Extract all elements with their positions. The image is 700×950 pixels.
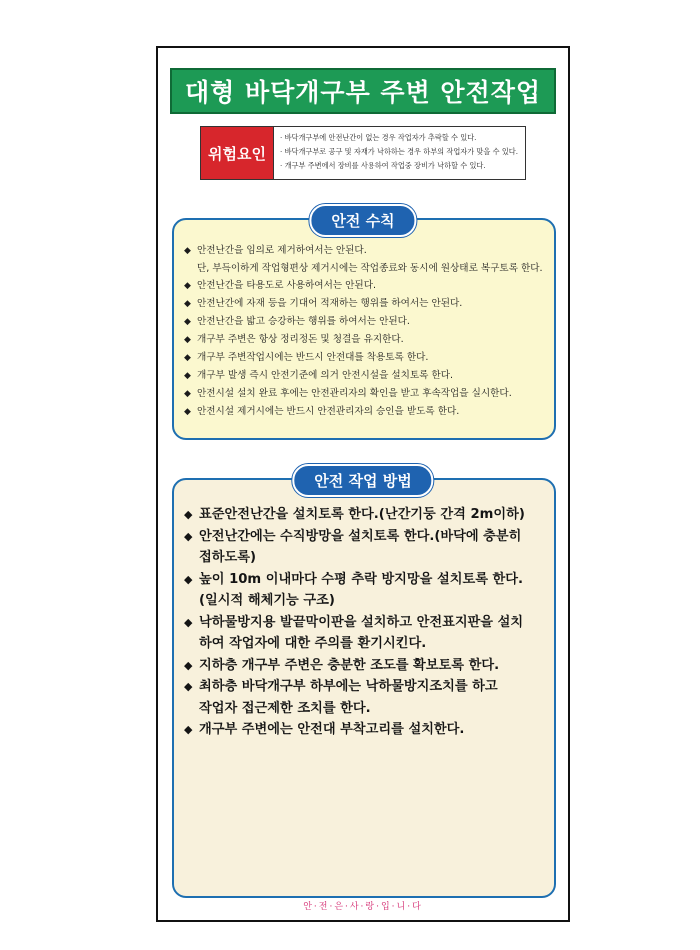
method-item: ◆ 높이 10m 이내마다 수평 추락 방지망을 설치토록 한다.	[184, 569, 546, 591]
method-item-continuation: 하여 작업자에 대한 주의를 환기시킨다.	[199, 636, 427, 651]
hazard-box	[200, 126, 526, 180]
rule-item-continuation: 단, 부득이하게 작업형편상 제거시에는 작업종료와 동시에 원상태로 복구토록 한다.	[197, 263, 543, 274]
diamond-bullet-icon: ◆	[184, 658, 193, 672]
diamond-bullet-icon: ◆	[184, 508, 193, 521]
diamond-bullet-icon: ◆	[184, 299, 191, 309]
hazard-item: · 개구부 주변에서 장비를 사용하여 작업중 장비가 낙하할 수 있다.	[280, 161, 486, 170]
diamond-bullet-icon: ◆	[184, 335, 191, 345]
method-item: ◆ 안전난간에는 수직방망을 설치토록 한다.(바닥에 충분히	[184, 526, 546, 548]
rule-item: ◆ 안전난간을 타용도로 사용하여서는 안된다.	[184, 277, 546, 295]
safe-work-methods-panel	[172, 478, 556, 898]
method-item-continuation: (일시적 해체기능 구조)	[199, 593, 335, 608]
safety-rules-panel	[172, 218, 556, 440]
poster-title: 대형 바닥개구부 주변 안전작업	[170, 68, 556, 114]
method-item: ◆ 낙하물방지용 발끝막이판을 설치하고 안전표지판을 설치	[184, 612, 546, 634]
hazard-item: · 바닥개구부에 안전난간이 없는 경우 작업자가 추락할 수 있다.	[280, 133, 477, 142]
diamond-bullet-icon: ◆	[184, 317, 191, 327]
rule-item: ◆ 안전난간을 밟고 승강하는 행위를 하여서는 안된다.	[184, 313, 546, 331]
method-item-continuation: 작업자 접근제한 조치를 한다.	[199, 700, 371, 716]
rule-item: ◆ 안전시설 제거시에는 반드시 안전관리자의 승인을 받도록 한다.	[184, 403, 546, 421]
footer-slogan: 안·전·은·사·랑·입·니·다	[303, 902, 423, 912]
diamond-bullet-icon: ◆	[184, 615, 193, 629]
safety-poster	[156, 46, 570, 922]
rule-item: ◆ 안전난간에 자재 등을 기대어 적재하는 행위를 하여서는 안된다.	[184, 295, 546, 313]
rule-item: ◆ 개구부 주변은 항상 정리정돈 및 청결을 유지한다.	[184, 331, 546, 349]
hazard-item: · 바닥개구부로 공구 및 자재가 낙하하는 경우 하부의 작업자가 맞을 수 있다.	[280, 147, 518, 156]
safety-rules-heading: 안전 수칙	[309, 204, 416, 237]
diamond-bullet-icon: ◆	[184, 529, 193, 543]
methods-list	[184, 504, 546, 741]
diamond-bullet-icon: ◆	[184, 407, 191, 417]
method-item-continuation: 접하도록)	[199, 550, 256, 565]
method-item: ◆ 개구부 주변에는 안전대 부착고리를 설치한다.	[184, 719, 546, 741]
diamond-bullet-icon: ◆	[184, 389, 191, 399]
diamond-bullet-icon: ◆	[184, 680, 193, 693]
diamond-bullet-icon: ◆	[184, 246, 191, 256]
method-item: ◆ 지하층 개구부 주변은 충분한 조도를 확보토록 한다.	[184, 655, 546, 677]
rule-item: ◆ 안전난간을 임의로 제거하여서는 안된다.	[184, 242, 546, 260]
diamond-bullet-icon: ◆	[184, 371, 191, 381]
method-item: ◆ 표준안전난간을 설치토록 한다.(난간기둥 간격 2m이하)	[184, 504, 546, 526]
diamond-bullet-icon: ◆	[184, 723, 193, 736]
diamond-bullet-icon: ◆	[184, 572, 193, 586]
rules-list	[184, 242, 546, 421]
rule-item: ◆ 안전시설 설치 완료 후에는 안전관리자의 확인을 받고 후속작업을 실시한다.	[184, 385, 546, 403]
safe-work-methods-heading: 안전 작업 방법	[292, 464, 433, 497]
diamond-bullet-icon: ◆	[184, 353, 191, 363]
hazard-label: 위험요인	[201, 127, 274, 179]
diamond-bullet-icon: ◆	[184, 281, 191, 291]
hazard-list	[274, 127, 525, 179]
rule-item: ◆ 개구부 발생 즉시 안전기준에 의거 안전시설을 설치토록 한다.	[184, 367, 546, 385]
method-item: ◆ 최하층 바닥개구부 하부에는 낙하물방지조치를 하고	[184, 676, 546, 698]
rule-item: ◆ 개구부 주변작업시에는 반드시 안전대를 착용토록 한다.	[184, 349, 546, 367]
